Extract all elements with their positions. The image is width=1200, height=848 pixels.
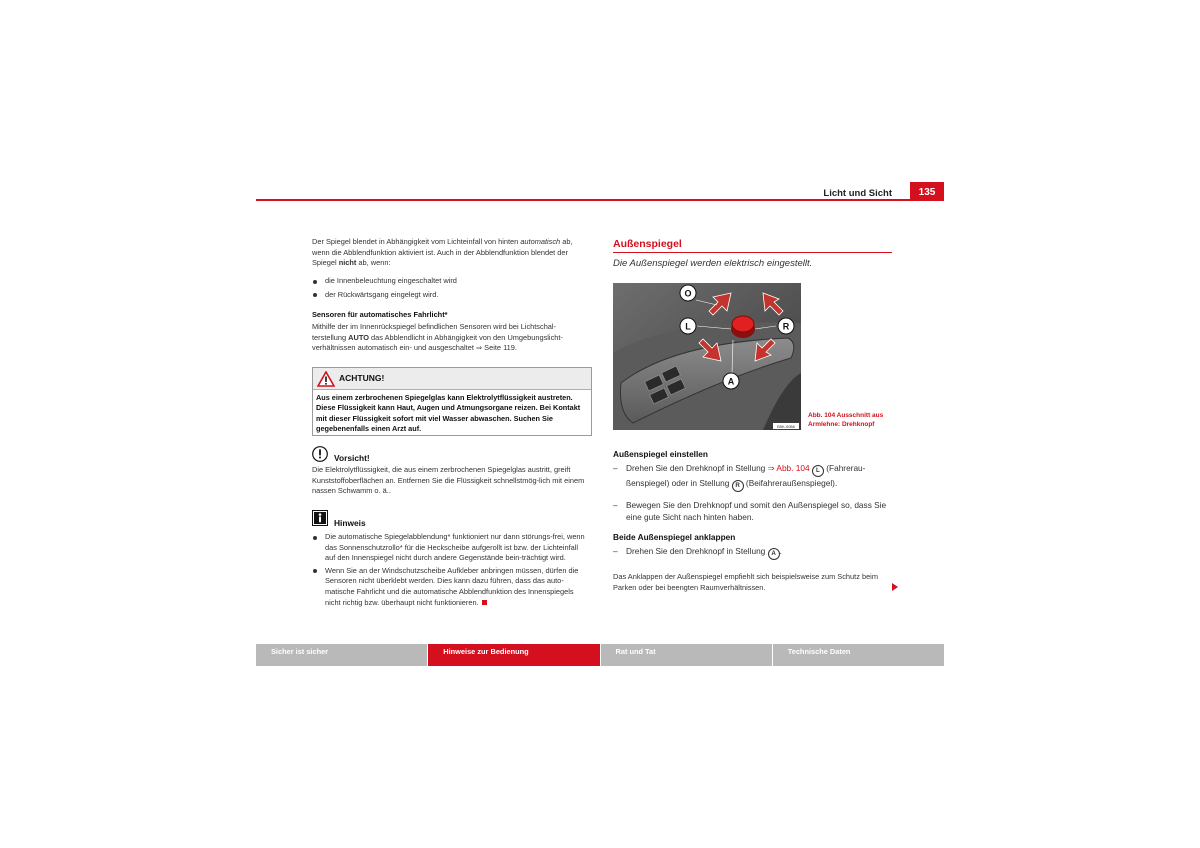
section-subtitle: Die Außenspiegel werden elektrisch eingestellt. bbox=[613, 258, 813, 269]
note-list bbox=[312, 532, 590, 608]
position-r-badge: R bbox=[732, 480, 744, 492]
chapter-tab-bedienung[interactable]: Hinweise zur Bedienung bbox=[428, 644, 600, 666]
warning-box bbox=[312, 367, 592, 436]
figure-code: B5K-0086 bbox=[777, 424, 795, 429]
warning-header bbox=[313, 368, 591, 390]
sensors-paragraph: Mithilfe der im Innenrückspiegel befindlichen Sensoren wird bei Lichtschal-terstellung AUTO das Abblendlicht in Abhängigkeit von den Umgebungslicht-verhältnissen automatisch ein- und ausgeschaltet ⇒ Seite 119. bbox=[312, 322, 563, 353]
fold-paragraph: Das Anklappen der Außenspiegel empfiehlt sich beispielsweise zum Schutz beim Parken oder bei beengten Raumverhältnissen. bbox=[613, 572, 878, 592]
sensors-heading: Sensoren für automatisches Fahrlicht* bbox=[312, 310, 448, 319]
list-item: der Rückwärtsgang eingelegt wird. bbox=[312, 290, 590, 301]
header-rule bbox=[256, 199, 944, 201]
chapter-nav bbox=[256, 644, 944, 666]
mirror-knob-figure bbox=[613, 283, 801, 430]
caution-icon bbox=[312, 446, 328, 467]
chapter-tab-sicher[interactable]: Sicher ist sicher bbox=[256, 644, 428, 666]
figure-label-o: O bbox=[684, 288, 692, 299]
position-a-badge: A bbox=[768, 548, 780, 560]
end-marker bbox=[482, 600, 487, 605]
figure-reference-link[interactable]: ⇒ Abb. 104 bbox=[767, 463, 810, 473]
info-icon bbox=[312, 510, 328, 531]
fold-heading: Beide Außenspiegel anklappen bbox=[613, 532, 736, 542]
figure-label-r: R bbox=[782, 321, 790, 332]
section-title: Licht und Sicht bbox=[823, 188, 892, 199]
condition-list bbox=[312, 276, 590, 300]
warning-triangle-icon bbox=[317, 371, 335, 387]
caution-text: Die Elektrolytflüssigkeit, die aus einem zerbrochenen Spiegelglas austritt, greift Kunststoffoberflächen an. Entfernen Sie die Flüssigkeit schnellstmög-lich mit einem nassen Schwamm o. ä.. bbox=[312, 465, 585, 496]
list-item: – Drehen Sie den Drehknopf in Stellung A . bbox=[613, 545, 893, 560]
figure-label-l: L bbox=[685, 321, 691, 332]
chapter-tab-rat[interactable]: Rat und Tat bbox=[601, 644, 773, 666]
list-item: die Innenbeleuchtung eingeschaltet wird bbox=[312, 276, 590, 287]
warning-label: ACHTUNG! bbox=[339, 373, 385, 383]
fold-steps bbox=[613, 545, 893, 560]
note-label: Hinweis bbox=[334, 518, 366, 528]
figure-label-a: A bbox=[727, 376, 735, 387]
warning-text: Aus einem zerbrochenen Spiegelglas kann Elektrolytflüssigkeit austreten. Diese Flüssigkeit kann Haut, Augen und Atmungsorgane reizen. Bei Kontakt mit dieser Flüssigkeit sofort mit viel Wasser abwaschen. Suchen Sie gegebenenfalls einen Arzt auf. bbox=[316, 393, 581, 434]
intro-paragraph: Der Spiegel blendet in Abhängigkeit vom Lichteinfall von hinten automatisch ab, wenn die Abblendfunktion aktiviert ist. Auch in der Abblendfunktion blendet der Spiegel nicht ab, wenn: bbox=[312, 237, 573, 268]
position-l-badge: L bbox=[812, 465, 824, 477]
adjust-heading: Außenspiegel einstellen bbox=[613, 449, 708, 459]
section-heading: Außenspiegel bbox=[613, 238, 892, 253]
page-number: 135 bbox=[910, 182, 944, 201]
list-item: – Bewegen Sie den Drehknopf und somit den Außenspiegel so, dass Sie eine gute Sicht nach hinten haben. bbox=[613, 499, 893, 523]
list-item: Die automatische Spiegelabblendung* funktioniert nur dann störungs-frei, wenn das Sonnenschutzrollo* für die Heckscheibe aufgerollt ist bzw. der Lichteinfall auf den Innenspiegel nicht durch andere Gegenstände bein-trächtigt wird. bbox=[312, 532, 590, 564]
figure-caption: Abb. 104 Ausschnitt aus Armlehne: Drehknopf bbox=[808, 412, 884, 428]
chapter-tab-technik[interactable]: Technische Daten bbox=[773, 644, 944, 666]
list-item: Wenn Sie an der Windschutzscheibe Aufkleber anbringen müssen, dürfen die Sensoren nicht überklebt werden. Dies kann dazu führen, dass das auto-matische Fahrlicht und die automatische Abblendfunktion des Innenspiegels nicht richtig bzw. überhaupt nicht funktionieren. bbox=[312, 566, 590, 608]
caution-label: Vorsicht! bbox=[334, 453, 370, 463]
list-item: – Drehen Sie den Drehknopf in Stellung ⇒ Abb. 104 L (Fahrerau-ßenspiegel) oder in Stellung R (Beifahreraußenspiegel). bbox=[613, 462, 893, 492]
continue-arrow-icon bbox=[892, 583, 898, 591]
adjust-steps bbox=[613, 462, 893, 523]
